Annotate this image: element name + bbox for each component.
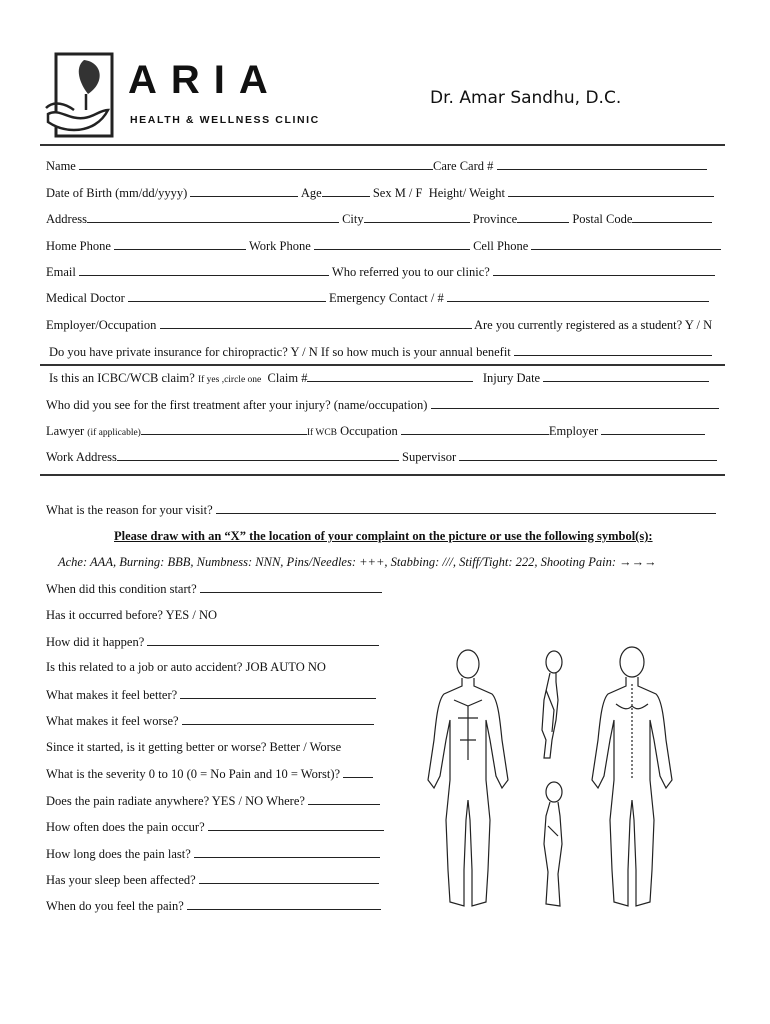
q-sleep-row: [46, 872, 379, 888]
q-better-label: What makes it feel better?: [46, 688, 178, 702]
q-start-field[interactable]: [200, 581, 382, 593]
body-front-figure: [428, 650, 508, 906]
home-phone-field[interactable]: [114, 238, 246, 250]
insurance-row: [49, 344, 712, 360]
lawyer-row: [46, 423, 705, 439]
q-start-row: [46, 581, 382, 597]
q-worse-field[interactable]: [182, 713, 374, 725]
referred-field[interactable]: [493, 264, 715, 276]
q-often-field[interactable]: [208, 819, 384, 831]
age-label: Age: [300, 186, 322, 200]
insurance-label: Do you have private insurance for chiropractic? Y / N If so how much is your annual benefit: [49, 345, 511, 359]
q-progress-label: Since it started, is it getting better or worse? Better / Worse: [46, 740, 342, 754]
postal-code-field[interactable]: [632, 211, 712, 223]
province-label: Province: [472, 212, 518, 226]
email-label: Email: [46, 265, 76, 279]
section-divider-2: [40, 474, 725, 476]
icbc-note: If yes ,circle one: [197, 375, 262, 385]
q-start-label: When did this condition start?: [46, 582, 197, 596]
supervisor-field[interactable]: [459, 449, 717, 461]
age-field[interactable]: [322, 185, 370, 197]
q-long-field[interactable]: [194, 846, 380, 858]
medical-doctor-label: Medical Doctor: [46, 291, 125, 305]
work-phone-field[interactable]: [314, 238, 470, 250]
q-severity-field[interactable]: [343, 766, 373, 778]
q-before-row: [46, 608, 217, 623]
referred-label: Who referred you to our clinic?: [331, 265, 490, 279]
address-field[interactable]: [87, 211, 339, 223]
brand-subtitle: HEALTH & WELLNESS CLINIC: [130, 114, 320, 126]
address-label: Address: [46, 212, 87, 226]
injury-date-field[interactable]: [543, 370, 709, 382]
address-row: [46, 211, 712, 227]
q-severity-row: [46, 766, 373, 782]
logo: [44, 48, 320, 148]
q-when-row: [46, 898, 381, 914]
q-how-row: [46, 634, 379, 650]
dob-field[interactable]: [190, 185, 298, 197]
insurance-field[interactable]: [514, 344, 712, 356]
lawyer-field[interactable]: [141, 425, 307, 435]
cell-phone-field[interactable]: [531, 238, 721, 250]
name-row: [46, 158, 707, 174]
injury-date-label: Injury Date: [482, 371, 541, 385]
height-weight-label: Height/ Weight: [428, 186, 505, 200]
q-when-label: When do you feel the pain?: [46, 899, 184, 913]
medical-doctor-field[interactable]: [128, 290, 326, 302]
q-often-row: [46, 819, 384, 835]
q-how-label: How did it happen?: [46, 635, 145, 649]
care-card-label: Care Card #: [432, 159, 494, 173]
brand-name: ARIA: [128, 58, 282, 102]
draw-instructions: Please draw with an “X” the location of your complaint on the picture or use the following symbol(s):: [114, 529, 653, 543]
body-diagram[interactable]: [420, 640, 720, 920]
q-before-label: Has it occurred before? YES / NO: [46, 608, 218, 622]
postal-code-label: Postal Code: [572, 212, 633, 226]
work-phone-label: Work Phone: [248, 239, 311, 253]
home-phone-label: Home Phone: [46, 239, 111, 253]
q-related-label: Is this related to a job or auto accident? JOB AUTO NO: [46, 660, 326, 674]
q-sleep-field[interactable]: [199, 872, 379, 884]
q-long-row: [46, 846, 380, 862]
employer-label: Employer/Occupation: [46, 318, 157, 332]
work-address-field[interactable]: [117, 449, 399, 461]
body-side-figure-top: [542, 651, 562, 758]
email-row: [46, 264, 715, 280]
city-field[interactable]: [364, 211, 470, 223]
q-sleep-label: Has your sleep been affected?: [46, 873, 196, 887]
q-long-label: How long does the pain last?: [46, 847, 191, 861]
q-how-field[interactable]: [147, 634, 379, 646]
emergency-contact-field[interactable]: [447, 290, 709, 302]
if-wcb-note: If WCB: [306, 428, 338, 438]
doctor-row: [46, 290, 709, 306]
work-address-label: Work Address: [46, 450, 117, 464]
reason-label: What is the reason for your visit?: [46, 503, 213, 517]
claim-employer-field[interactable]: [601, 423, 705, 435]
lawyer-note: (if applicable): [87, 428, 141, 438]
student-label: Are you currently registered as a student? Y / N: [473, 318, 713, 332]
occupation-label: Occupation: [340, 424, 398, 438]
claim-row: [49, 370, 709, 386]
claim-employer-label: Employer: [548, 424, 599, 438]
claim-number-label: Claim #: [267, 371, 308, 385]
email-field[interactable]: [79, 264, 329, 276]
city-label: City: [342, 212, 364, 226]
q-often-label: How often does the pain occur?: [46, 820, 205, 834]
first-treatment-label: Who did you see for the first treatment after your injury? (name/occupation): [46, 398, 428, 412]
supervisor-label: Supervisor: [402, 450, 457, 464]
q-when-field[interactable]: [187, 898, 381, 910]
reason-field[interactable]: [216, 502, 716, 514]
sex-label: Sex M / F: [372, 186, 423, 200]
work-address-row: [46, 449, 717, 465]
body-back-figure: [592, 647, 672, 906]
q-severity-label: What is the severity 0 to 10 (0 = No Pain and 10 = Worst)?: [46, 767, 341, 781]
q-better-row: [46, 687, 376, 703]
first-treatment-row: [46, 397, 719, 413]
body-side-figure-bottom: [544, 782, 562, 906]
reason-row: [46, 502, 716, 518]
cell-phone-label: Cell Phone: [473, 239, 529, 253]
q-worse-label: What makes it feel worse?: [46, 714, 179, 728]
q-progress-row: [46, 740, 341, 755]
dob-row: [46, 185, 714, 201]
name-field[interactable]: [79, 158, 433, 170]
care-card-field[interactable]: [497, 158, 707, 170]
section-divider-1: [40, 364, 725, 366]
q-radiate-field[interactable]: [308, 793, 380, 805]
q-worse-row: [46, 713, 374, 729]
q-better-field[interactable]: [180, 687, 376, 699]
claim-number-field[interactable]: [307, 370, 473, 382]
province-field[interactable]: [517, 211, 569, 223]
emergency-contact-label: Emergency Contact / #: [329, 291, 444, 305]
height-weight-field[interactable]: [508, 185, 714, 197]
doctor-name: Dr. Amar Sandhu, D.C.: [430, 88, 622, 108]
icbc-label: Is this an ICBC/WCB claim?: [49, 371, 195, 385]
first-treatment-field[interactable]: [431, 397, 719, 409]
name-label: Name: [46, 159, 76, 173]
dob-label: Date of Birth (mm/dd/yyyy): [46, 186, 188, 200]
q-radiate-row: [46, 793, 380, 809]
employer-row: [46, 317, 712, 333]
occupation-field[interactable]: [401, 423, 549, 435]
symbol-legend: Ache: AAA, Burning: BBB, Numbness: NNN, Pins/Needles: +++, Stabbing: ///, Stiff/Tight: 222, Shooting Pain: →→→: [58, 555, 657, 569]
header-divider: [40, 144, 725, 146]
phone-row: [46, 238, 721, 254]
q-radiate-label: Does the pain radiate anywhere? YES / NO Where?: [46, 794, 305, 808]
q-related-row: [46, 660, 326, 675]
logo-mark-icon: [44, 48, 124, 148]
employer-field[interactable]: [160, 317, 472, 329]
lawyer-label: Lawyer: [46, 424, 85, 438]
